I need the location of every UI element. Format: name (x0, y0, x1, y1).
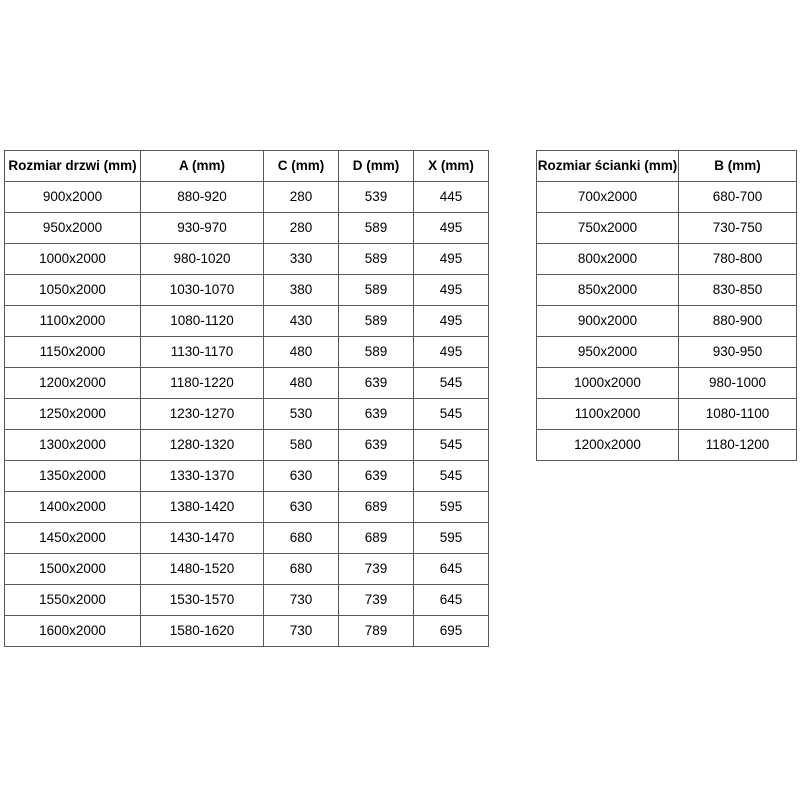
table-cell: 1000x2000 (537, 368, 679, 399)
column-header: D (mm) (339, 151, 414, 182)
table-cell: 380 (264, 275, 339, 306)
table-cell: 430 (264, 306, 339, 337)
table-cell: 1200x2000 (537, 430, 679, 461)
column-header: X (mm) (414, 151, 489, 182)
table-row (537, 306, 797, 337)
table-cell: 850x2000 (537, 275, 679, 306)
table-cell: 589 (339, 244, 414, 275)
table-cell: 480 (264, 368, 339, 399)
table-cell: 589 (339, 337, 414, 368)
table-row (5, 213, 489, 244)
table-cell: 880-920 (141, 182, 264, 213)
table-cell: 1080-1100 (679, 399, 797, 430)
table-cell: 780-800 (679, 244, 797, 275)
table-cell: 539 (339, 182, 414, 213)
table-cell: 1400x2000 (5, 492, 141, 523)
table-cell: 880-900 (679, 306, 797, 337)
table-cell: 950x2000 (5, 213, 141, 244)
table-cell: 1100x2000 (537, 399, 679, 430)
table-cell: 689 (339, 523, 414, 554)
door-size-table-body (5, 182, 489, 647)
column-header: Rozmiar drzwi (mm) (5, 151, 141, 182)
table-cell: 480 (264, 337, 339, 368)
table-row (5, 399, 489, 430)
table-row (5, 275, 489, 306)
table-row (537, 213, 797, 244)
table-cell: 1330-1370 (141, 461, 264, 492)
table-cell: 1050x2000 (5, 275, 141, 306)
table-cell: 445 (414, 182, 489, 213)
table-cell: 1450x2000 (5, 523, 141, 554)
table-cell: 1380-1420 (141, 492, 264, 523)
wall-size-table (536, 150, 797, 461)
table-cell: 1200x2000 (5, 368, 141, 399)
table-cell: 1100x2000 (5, 306, 141, 337)
table-cell: 589 (339, 306, 414, 337)
table-row (5, 461, 489, 492)
door-size-table (4, 150, 489, 647)
table-cell: 589 (339, 275, 414, 306)
table-row (5, 306, 489, 337)
table-cell: 495 (414, 306, 489, 337)
table-row (5, 523, 489, 554)
table-row (537, 368, 797, 399)
table-row (5, 244, 489, 275)
table-cell: 1030-1070 (141, 275, 264, 306)
table-cell: 680 (264, 554, 339, 585)
table-cell: 595 (414, 523, 489, 554)
table-cell: 1600x2000 (5, 616, 141, 647)
table-cell: 545 (414, 368, 489, 399)
table-cell: 589 (339, 213, 414, 244)
table-cell: 645 (414, 554, 489, 585)
table-row (5, 368, 489, 399)
table-cell: 639 (339, 368, 414, 399)
table-cell: 545 (414, 430, 489, 461)
table-cell: 545 (414, 399, 489, 430)
header-row (5, 151, 489, 182)
table-cell: 639 (339, 461, 414, 492)
table-row (5, 616, 489, 647)
table-cell: 1530-1570 (141, 585, 264, 616)
table-cell: 1180-1220 (141, 368, 264, 399)
table-cell: 739 (339, 554, 414, 585)
table-cell: 1550x2000 (5, 585, 141, 616)
table-cell: 830-850 (679, 275, 797, 306)
table-cell: 1000x2000 (5, 244, 141, 275)
column-header: B (mm) (679, 151, 797, 182)
table-cell: 1480-1520 (141, 554, 264, 585)
table-cell: 789 (339, 616, 414, 647)
table-cell: 1350x2000 (5, 461, 141, 492)
table-cell: 595 (414, 492, 489, 523)
table-cell: 630 (264, 461, 339, 492)
table-cell: 645 (414, 585, 489, 616)
table-cell: 950x2000 (537, 337, 679, 368)
table-cell: 1230-1270 (141, 399, 264, 430)
table-row (537, 275, 797, 306)
table-cell: 900x2000 (537, 306, 679, 337)
table-row (537, 244, 797, 275)
table-cell: 1080-1120 (141, 306, 264, 337)
wall-size-table-header (537, 151, 797, 182)
table-row (5, 337, 489, 368)
door-size-table-header (5, 151, 489, 182)
table-cell: 695 (414, 616, 489, 647)
table-row (537, 399, 797, 430)
table-row (537, 337, 797, 368)
table-cell: 1180-1200 (679, 430, 797, 461)
table-cell: 495 (414, 213, 489, 244)
table-row (5, 430, 489, 461)
table-cell: 730 (264, 585, 339, 616)
table-cell: 630 (264, 492, 339, 523)
table-row (5, 492, 489, 523)
table-cell: 639 (339, 399, 414, 430)
table-cell: 1130-1170 (141, 337, 264, 368)
table-cell: 1150x2000 (5, 337, 141, 368)
table-row (5, 182, 489, 213)
column-header: C (mm) (264, 151, 339, 182)
table-cell: 280 (264, 182, 339, 213)
header-row (537, 151, 797, 182)
table-row (5, 554, 489, 585)
table-cell: 1500x2000 (5, 554, 141, 585)
table-cell: 580 (264, 430, 339, 461)
table-cell: 1280-1320 (141, 430, 264, 461)
table-cell: 689 (339, 492, 414, 523)
table-cell: 1250x2000 (5, 399, 141, 430)
table-cell: 495 (414, 337, 489, 368)
table-cell: 530 (264, 399, 339, 430)
table-cell: 680 (264, 523, 339, 554)
table-cell: 280 (264, 213, 339, 244)
table-cell: 930-950 (679, 337, 797, 368)
table-cell: 730-750 (679, 213, 797, 244)
table-row (537, 182, 797, 213)
table-cell: 980-1020 (141, 244, 264, 275)
table-cell: 700x2000 (537, 182, 679, 213)
table-cell: 980-1000 (679, 368, 797, 399)
table-cell: 900x2000 (5, 182, 141, 213)
table-cell: 545 (414, 461, 489, 492)
table-cell: 1430-1470 (141, 523, 264, 554)
table-cell: 730 (264, 616, 339, 647)
table-cell: 495 (414, 275, 489, 306)
column-header: A (mm) (141, 151, 264, 182)
table-cell: 639 (339, 430, 414, 461)
wall-size-table-body (537, 182, 797, 461)
table-cell: 330 (264, 244, 339, 275)
table-cell: 680-700 (679, 182, 797, 213)
table-cell: 495 (414, 244, 489, 275)
table-cell: 739 (339, 585, 414, 616)
table-row (5, 585, 489, 616)
table-cell: 800x2000 (537, 244, 679, 275)
table-cell: 930-970 (141, 213, 264, 244)
table-cell: 750x2000 (537, 213, 679, 244)
table-row (537, 430, 797, 461)
table-cell: 1580-1620 (141, 616, 264, 647)
column-header: Rozmiar ścianki (mm) (537, 151, 679, 182)
table-cell: 1300x2000 (5, 430, 141, 461)
